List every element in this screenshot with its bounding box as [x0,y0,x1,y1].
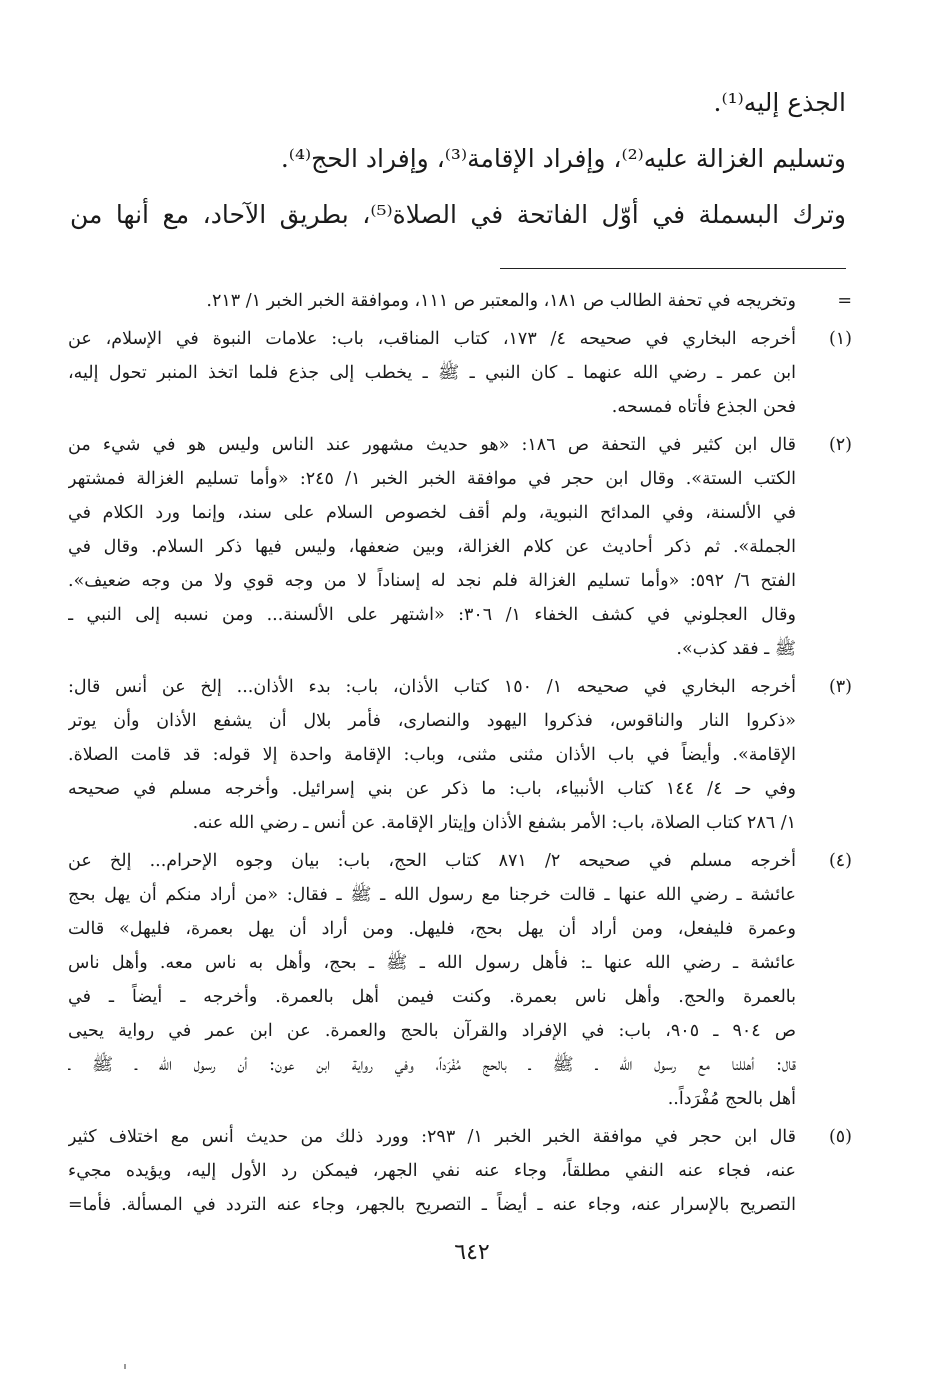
footnote-line: «ذكروا النار والناقوس، فذكروا اليهود والنصارى، فأمر بلال أن يشفع الأذان وأن يوتر [68,711,796,731]
scan-speck [124,1364,126,1369]
footnote-marker: (٥) [828,1127,852,1147]
footnote-line: الجملة». ثم ذكر أحاديث عن كلام الغزالة، وبين ضعفها، وليس فيها ذكر السلام. وقال في [68,537,796,557]
footnote-line: الكتب الستة». وقال ابن حجر في موافقة الخبر الخبر ١/ ٢٤٥: «وأما تسليم الغزالة فمشتهر [68,469,796,489]
footnote-continuation [68,284,852,318]
footnote-line: أخرجه البخاري في صحيحه ١/ ١٥٠ كتاب الأذان، باب: بدء الأذان... إلخ عن أنس قال: [68,677,796,697]
footnote-2 [68,428,852,666]
footnote-line: قال ابن حجر في موافقة الخبر الخبر ١/ ٢٩٣: وورد ذلك من حديث أنس مع اختلاف كثير [68,1127,796,1147]
footnote-marker: = [837,291,852,311]
footnote-line: ص ٩٠٤ ـ ٩٠٥، باب: في الإفراد والقرآن بالحج والعمرة. عن ابن عمر في رواية يحيى [68,1021,796,1041]
footnote-line: أخرجه البخاري في صحيحه ٤/ ١٧٣، كتاب المناقب، باب: علامات النبوة في الإسلام، عن [68,329,796,349]
footnote-5 [68,1120,852,1222]
footnote-line: أهل بالحج مُفْرَداً.. [667,1089,796,1109]
page-number: ٦٤٢ [454,1240,490,1265]
footnote-marker: (٢) [828,435,852,455]
footnote-line: بالعمرة والحج. وأهل ناس بعمرة. وكنت فيمن أهل بالعمرة. وأخرجه ـ أيضاً ـ في [68,987,796,1007]
footnote-line: وعمرة فليفعل، ومن أراد أن يهل بحج، فليهل. ومن أراد أن يهل بعمرة، فليهل» قالت [68,919,796,939]
footnote-line: ١/ ٢٨٦ كتاب الصلاة، باب: الأمر بشفع الأذان وإيتار الإقامة. عن أنس ـ رضي الله عنه. [192,813,796,833]
footnote-line: الإقامة». وأيضاً في باب الأذان مثنى مثنى، وباب: الإقامة واحدة إلا قوله: قد قامت الصلاة. [68,745,796,765]
main-text-line: وتسليم الغزالة عليه⁽²⁾، وإفراد الإقامة⁽³⁾، وإفراد الحج⁽⁴⁾. [280,144,846,173]
main-text-line: الجذع إليه⁽¹⁾. [713,88,846,117]
footnote-line: وتخريجه في تحفة الطالب ص ١٨١، والمعتبر ص ١١١، وموافقة الخبر الخبر ١/ ٢١٣. [206,291,796,311]
footnote-line: الفتح ٦/ ٥٩٢: «وأما تسليم الغزالة فلم نجد له إسناداً لا من وجه قوي ولا من وجه ضعيف». [68,571,796,591]
footnote-line: فحن الجذع فأتاه فمسحه. [611,397,796,417]
footnote-line: في الألسنة، وفي المدائح النبوية، ولم أقف لخصوص السلام على سند، وإنما ورد الكلام في [68,503,796,523]
main-text [70,75,846,243]
footnote-separator [500,268,846,269]
main-text-line: وترك البسملة في أوّل الفاتحة في الصلاة⁽⁵⁾، بطريق الآحاد، مع أنها من [70,200,846,229]
footnote-line: أخرجه مسلم في صحيحه ٢/ ٨٧١ كتاب الحج، باب: بيان وجوه الإحرام... إلخ عن [68,851,796,871]
footnote-line: قال ابن كثير في التحفة ص ١٨٦: «هو حديث مشهور عند الناس وليس هو في شيء من [68,435,796,455]
footnote-line: قال: أهللنا مع رسول الله ـ ﷺ ـ بالحج مُفْرَداً، وفي رواية ابن عون: أن رسول الله ـ ﷺ ـ [68,1055,796,1075]
footnote-1 [68,322,852,424]
footnote-line: عائشة ـ رضي الله عنها ـ قالت خرجنا مع رسول الله ـ ﷺ ـ فقال: «من أراد منكم أن يهل بحج [68,885,796,905]
footnote-4 [68,844,852,1116]
footnote-line: عنه، فجاء عنه النفي مطلقاً، وجاء عنه نفي الجهر، فيمكن رد الأول إليه، ويؤيده مجيء [68,1161,796,1181]
footnote-line: ابن عمر ـ رضي الله عنهما ـ كان النبي ـ ﷺ ـ يخطب إلى جذع فلما اتخذ المنبر تحول إليه، [68,363,796,383]
footnote-line: وقال العجلوني في كشف الخفاء ١/ ٣٠٦: «اشتهر على الألسنة... ومن نسبه إلى النبي ـ [68,605,796,625]
footnote-line: التصريح بالإسرار عنه، وجاء عنه ـ أيضاً ـ التصريح بالجهر، وجاء عنه التردد في المسألة. فأما= [68,1195,796,1215]
footnote-3 [68,670,852,840]
footnote-line: ﷺ ـ فقد كذب». [676,639,796,659]
footnote-line: عائشة ـ رضي الله عنها ـ: فأهل رسول الله ـ ﷺ ـ بحج، وأهل به ناس معه. وأهل ناس [68,953,796,973]
footnote-line: وفي حـ ٤/ ١٤٤ كتاب الأنبياء، باب: ما ذكر عن بني إسرائيل. وأخرجه مسلم في صحيحه [68,779,796,799]
footnote-marker: (٣) [828,677,852,697]
footnotes [68,284,852,1222]
footnote-marker: (٤) [828,851,852,871]
footnote-marker: (١) [828,329,852,349]
